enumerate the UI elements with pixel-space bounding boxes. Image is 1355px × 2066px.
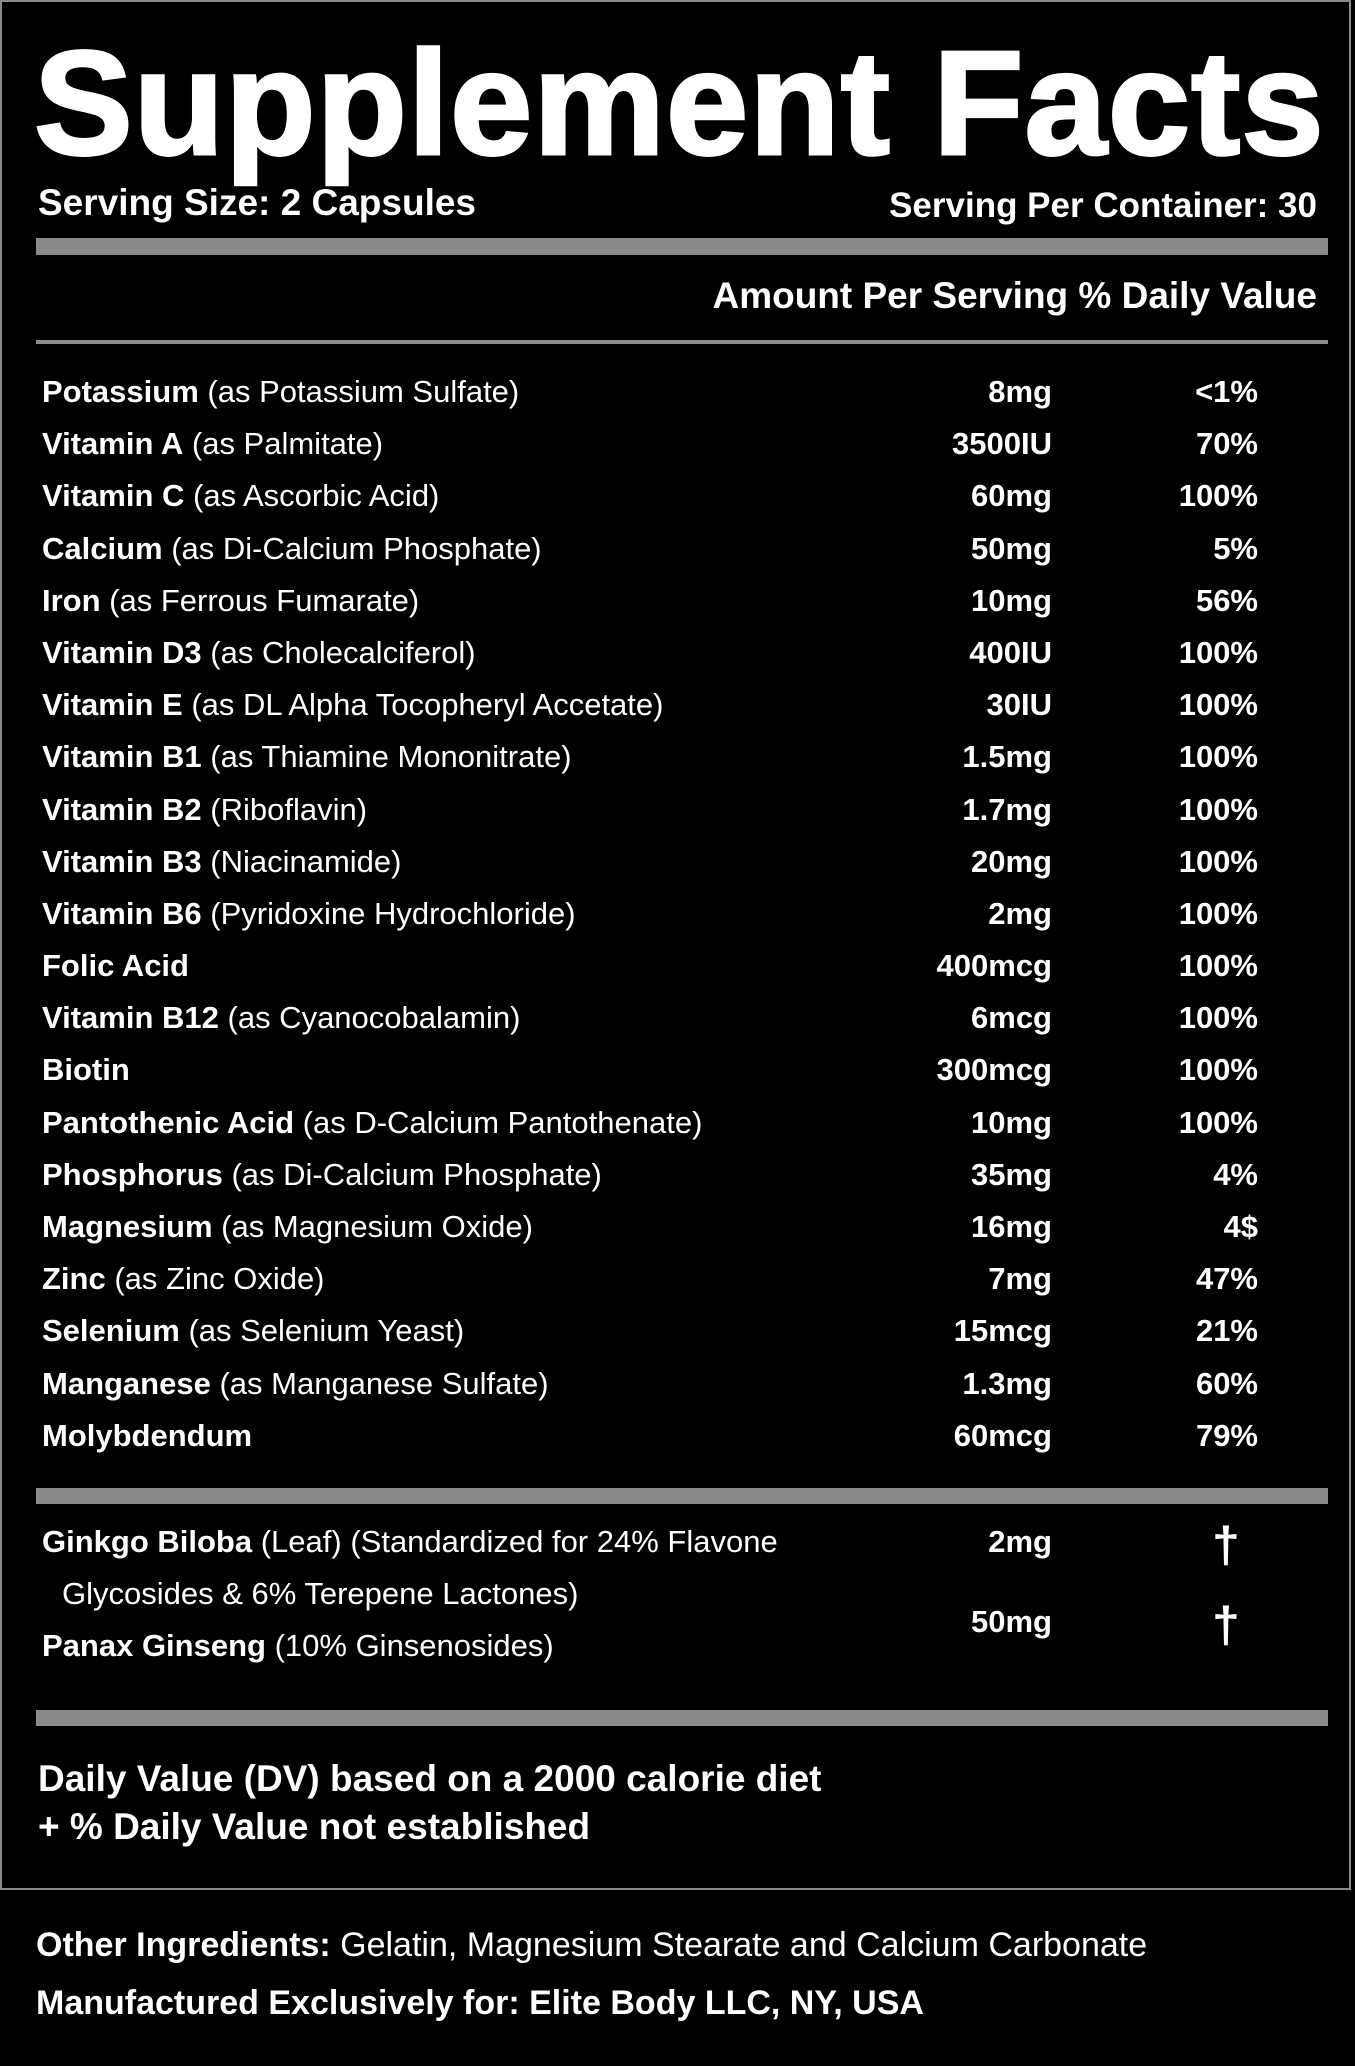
nutrient-row — [42, 683, 1342, 735]
nutrient-daily-value: 100% — [1178, 895, 1258, 931]
nutrient-daily-value: 100% — [1178, 948, 1258, 984]
nutrient-source: (Pyridoxine Hydrochloride) — [201, 895, 576, 931]
divider-thin — [36, 340, 1328, 344]
nutrient-amount: 7mg — [988, 1261, 1052, 1297]
manufacturer-note: Manufactured Exclusively for: Elite Body LLC, NY, USA — [36, 1984, 924, 2022]
nutrient-name: Biotin — [42, 1052, 130, 1088]
nutrient-amount: 60mg — [971, 478, 1052, 514]
nutrient-daily-value: 100% — [1178, 1052, 1258, 1088]
other-ingredients-text: Gelatin, Magnesium Stearate and Calcium Carbonate — [330, 1926, 1148, 1964]
nutrient-daily-value: 21% — [1195, 1313, 1258, 1349]
nutrient-source: (as Magnesium Oxide) — [212, 1209, 533, 1244]
nutrient-amount: 400IU — [969, 634, 1052, 670]
nutrient-amount: 1.7mg — [962, 791, 1052, 827]
nutrient-source: (Niacinamide) — [201, 843, 402, 879]
nutrient-daily-value: 100% — [1178, 843, 1258, 879]
nutrient-daily-value: <1% — [1195, 374, 1258, 409]
nutrient-daily-value: 79% — [1195, 1417, 1258, 1453]
ginseng-desc: (10% Ginsenosides) — [265, 1628, 554, 1663]
nutrient-amount: 35mg — [971, 1156, 1052, 1192]
nutrient-row — [42, 892, 1342, 944]
nutrient-amount: 6mcg — [971, 1000, 1052, 1036]
nutrient-amount: 3500IU — [952, 426, 1052, 462]
nutrient-name: Vitamin E — [42, 687, 183, 723]
ginseng-name: Panax Ginseng — [42, 1628, 266, 1663]
nutrient-name: Magnesium — [42, 1209, 213, 1244]
nutrient-row — [42, 1205, 1342, 1257]
nutrient-source: (as Di-Calcium Phosphate) — [222, 1156, 602, 1192]
nutrient-daily-value: 100% — [1178, 478, 1258, 514]
divider-thick — [36, 1488, 1328, 1504]
nutrient-name: Vitamin D3 — [42, 634, 202, 670]
nutrient-row — [42, 1153, 1342, 1205]
nutrient-name: Vitamin B2 — [42, 791, 202, 827]
nutrient-source: (as Selenium Yeast) — [179, 1313, 465, 1349]
nutrient-name: Folic Acid — [42, 948, 189, 984]
serving-size: Serving Size: 2 Capsules — [38, 182, 477, 223]
nutrient-daily-value: 70% — [1195, 426, 1258, 462]
nutrient-name: Vitamin B12 — [42, 1000, 219, 1036]
nutrient-source: (as Cyanocobalamin) — [218, 1000, 521, 1036]
nutrient-row — [42, 944, 1342, 996]
nutrient-row — [42, 1309, 1342, 1361]
nutrient-source: (as Potassium Sulfate) — [198, 374, 520, 409]
nutrient-daily-value: 56% — [1195, 582, 1258, 618]
label-title: Supplement Facts — [34, 21, 1325, 186]
nutrient-row — [42, 370, 1342, 422]
nutrient-daily-value: 100% — [1178, 634, 1258, 670]
ginkgo-desc: (Leaf) (Standardized for 24% Flavone — [252, 1524, 778, 1559]
nutrient-amount: 8mg — [988, 374, 1052, 409]
nutrient-daily-value: 4$ — [1223, 1209, 1258, 1244]
nutrient-list — [42, 370, 1342, 1466]
nutrient-daily-value: 4% — [1213, 1156, 1258, 1192]
nutrient-daily-value: 100% — [1178, 1104, 1258, 1140]
nutrient-name: Vitamin A — [42, 426, 184, 462]
nutrient-name: Pantothenic Acid — [42, 1104, 295, 1140]
ginkgo-desc-continued: Glycosides & 6% Terepene Lactones) — [62, 1576, 579, 1611]
nutrient-row — [42, 422, 1342, 474]
nutrient-name: Vitamin B3 — [42, 843, 202, 879]
nutrient-source: (as Palmitate) — [183, 426, 384, 462]
nutrient-row — [42, 1257, 1342, 1309]
nutrient-row — [42, 788, 1342, 840]
nutrient-name: Phosphorus — [42, 1156, 223, 1192]
nutrient-amount: 1.5mg — [962, 739, 1052, 775]
nutrient-amount: 10mg — [971, 1104, 1052, 1140]
nutrient-source: (as Manganese Sulfate) — [210, 1365, 549, 1401]
nutrient-source: (as Thiamine Mononitrate) — [201, 739, 572, 775]
divider-thick — [36, 1710, 1328, 1726]
servings-per-container: Serving Per Container: 30 — [889, 186, 1317, 225]
nutrient-amount: 50mg — [971, 530, 1052, 566]
nutrient-amount: 10mg — [971, 582, 1052, 618]
nutrient-row — [42, 735, 1342, 787]
nutrient-row — [42, 527, 1342, 579]
nutrient-daily-value: 47% — [1195, 1261, 1258, 1297]
nutrient-amount: 1.3mg — [962, 1365, 1052, 1401]
nutrient-daily-value: 100% — [1178, 739, 1258, 775]
nutrient-row — [42, 840, 1342, 892]
ginseng-line — [42, 1628, 554, 1664]
nutrient-amount: 300mcg — [936, 1052, 1052, 1088]
nutrient-amount: 30IU — [986, 687, 1052, 723]
nutrient-row — [42, 474, 1342, 526]
nutrient-row — [42, 1048, 1342, 1100]
nutrient-source: (Riboflavin) — [201, 791, 368, 827]
nutrient-name: Iron — [42, 582, 101, 618]
ginseng-dagger: † — [1212, 1597, 1240, 1653]
nutrient-row — [42, 1101, 1342, 1153]
column-header: Amount Per Serving % Daily Value — [712, 275, 1317, 316]
ginkgo-line — [42, 1524, 778, 1560]
not-established-footnote: + % Daily Value not established — [38, 1806, 591, 1847]
nutrient-amount: 20mg — [971, 843, 1052, 879]
nutrient-source: (as Ferrous Fumarate) — [100, 582, 420, 618]
nutrient-source: (as D-Calcium Pantothenate) — [294, 1104, 703, 1140]
ginkgo-dagger: † — [1212, 1517, 1240, 1573]
nutrient-daily-value: 5% — [1213, 530, 1258, 566]
ginseng-amount: 50mg — [971, 1604, 1052, 1639]
nutrient-source: (as DL Alpha Tocopheryl Accetate) — [182, 687, 664, 723]
nutrient-daily-value: 100% — [1178, 791, 1258, 827]
nutrient-name: Vitamin B6 — [42, 895, 202, 931]
nutrient-source: (as Cholecalciferol) — [201, 634, 476, 670]
nutrient-row — [42, 1414, 1342, 1466]
nutrient-amount: 15mcg — [953, 1313, 1052, 1349]
nutrient-amount: 2mg — [988, 895, 1052, 931]
nutrient-daily-value: 60% — [1195, 1365, 1258, 1401]
nutrient-amount: 400mcg — [936, 948, 1052, 984]
nutrient-name: Vitamin B1 — [42, 739, 202, 775]
nutrient-row — [42, 631, 1342, 683]
nutrient-name: Vitamin C — [42, 478, 185, 514]
nutrient-row — [42, 996, 1342, 1048]
nutrient-name: Selenium — [42, 1313, 180, 1349]
ginkgo-name: Ginkgo Biloba — [42, 1524, 253, 1559]
nutrient-amount: 60mcg — [953, 1417, 1052, 1453]
nutrient-source: (as Ascorbic Acid) — [184, 478, 440, 514]
other-ingredients — [36, 1926, 1147, 1965]
nutrient-name: Manganese — [42, 1365, 211, 1401]
nutrient-name: Molybdendum — [42, 1417, 253, 1453]
daily-value-footnote: Daily Value (DV) based on a 2000 calorie diet — [38, 1758, 822, 1799]
nutrient-source: (as Di-Calcium Phosphate) — [162, 530, 542, 566]
nutrient-daily-value: 100% — [1178, 687, 1258, 723]
nutrient-amount: 16mg — [971, 1209, 1052, 1244]
nutrient-name: Potassium — [42, 374, 199, 409]
nutrient-name: Calcium — [42, 530, 163, 566]
nutrient-name: Zinc — [42, 1261, 106, 1297]
ginkgo-amount: 2mg — [988, 1524, 1052, 1559]
nutrient-row — [42, 579, 1342, 631]
nutrient-source: (as Zinc Oxide) — [105, 1261, 325, 1297]
nutrient-row — [42, 1362, 1342, 1414]
nutrient-daily-value: 100% — [1178, 1000, 1258, 1036]
other-ingredients-label: Other Ingredients: — [36, 1926, 331, 1964]
divider-thick — [36, 238, 1328, 255]
